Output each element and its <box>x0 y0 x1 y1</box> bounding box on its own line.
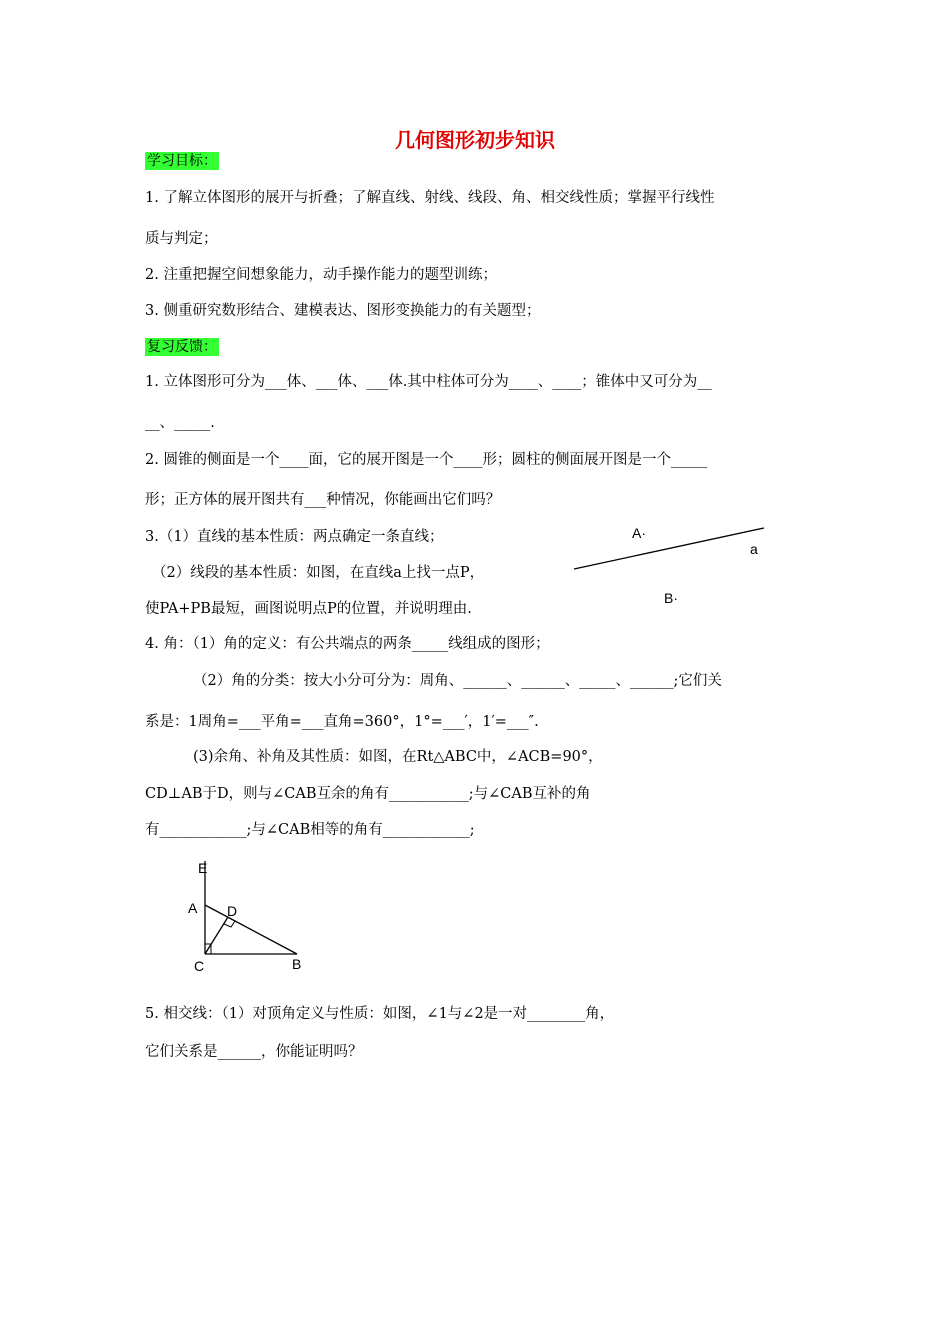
line-a-label: a <box>750 541 758 557</box>
point-e-label: E <box>198 860 208 876</box>
line-a <box>574 528 764 569</box>
point-a-label: A· <box>632 525 646 541</box>
review-line-1: 1. 立体图形可分为___体、___体、___体.其中柱体可分为____、____；锥体中又可分为__ <box>145 374 712 390</box>
goal-line-3: 2. 注重把握空间想象能力，动手操作能力的题型训练； <box>145 267 497 283</box>
review-line-7: 使PA+PB最短，画图说明点P的位置，并说明理由. <box>145 601 472 617</box>
section-heading-goals: 学习目标： <box>147 153 217 169</box>
segment-cd <box>205 917 228 954</box>
review-line-6: （2）线段的基本性质：如图，在直线a上找一点P， <box>152 565 485 581</box>
point-b-label: B· <box>664 590 678 606</box>
review-line-12: CD⊥AB于D，则与∠CAB互余的角有___________;与∠CAB互补的角 <box>145 786 591 802</box>
goal-line-4: 3. 侧重研究数形结合、建模表达、图形变换能力的有关题型； <box>145 303 541 319</box>
point-d-label: D <box>227 903 238 919</box>
goal-line-2: 质与判定； <box>145 231 218 247</box>
point-c-label: C <box>194 958 205 974</box>
point-a-label-tri: A <box>188 900 198 916</box>
review-line-15: 它们关系是______，你能证明吗？ <box>145 1044 363 1060</box>
review-line-4: 形；正方体的展开图共有___种情况，你能画出它们吗？ <box>145 492 501 508</box>
section-heading-review: 复习反馈： <box>147 339 217 355</box>
page-title: 几何图形初步知识 <box>395 128 555 152</box>
triangle-figure <box>180 855 320 980</box>
goal-line-1: 1. 了解立体图形的展开与折叠；了解直线、射线、线段、角、相交线性质；掌握平行线性 <box>145 190 715 206</box>
review-line-13: 有____________;与∠CAB相等的角有____________; <box>145 822 475 838</box>
review-line-10: 系是：1周角=___平角=___直角=360°，1°=___′，1′=___″. <box>145 714 539 730</box>
point-b-label-tri: B <box>292 956 302 972</box>
review-line-2: __、_____. <box>145 415 215 431</box>
line-figure <box>560 515 790 615</box>
review-line-9: （2）角的分类：按大小分可分为：周角、______、______、_____、______;它们关 <box>193 673 722 689</box>
review-line-11: (3)余角、补角及其性质：如图，在Rt△ABC中，∠ACB=90°， <box>193 749 603 765</box>
review-line-8: 4. 角：（1）角的定义：有公共端点的两条_____线组成的图形； <box>145 636 550 652</box>
review-line-5: 3.（1）直线的基本性质：两点确定一条直线； <box>145 529 444 545</box>
review-line-3: 2. 圆锥的侧面是一个____面，它的展开图是一个____形；圆柱的侧面展开图是一个_____ <box>145 452 708 468</box>
segment-ab <box>205 905 297 954</box>
review-line-14: 5. 相交线：（1）对顶角定义与性质：如图，∠1与∠2是一对________角， <box>145 1006 615 1022</box>
